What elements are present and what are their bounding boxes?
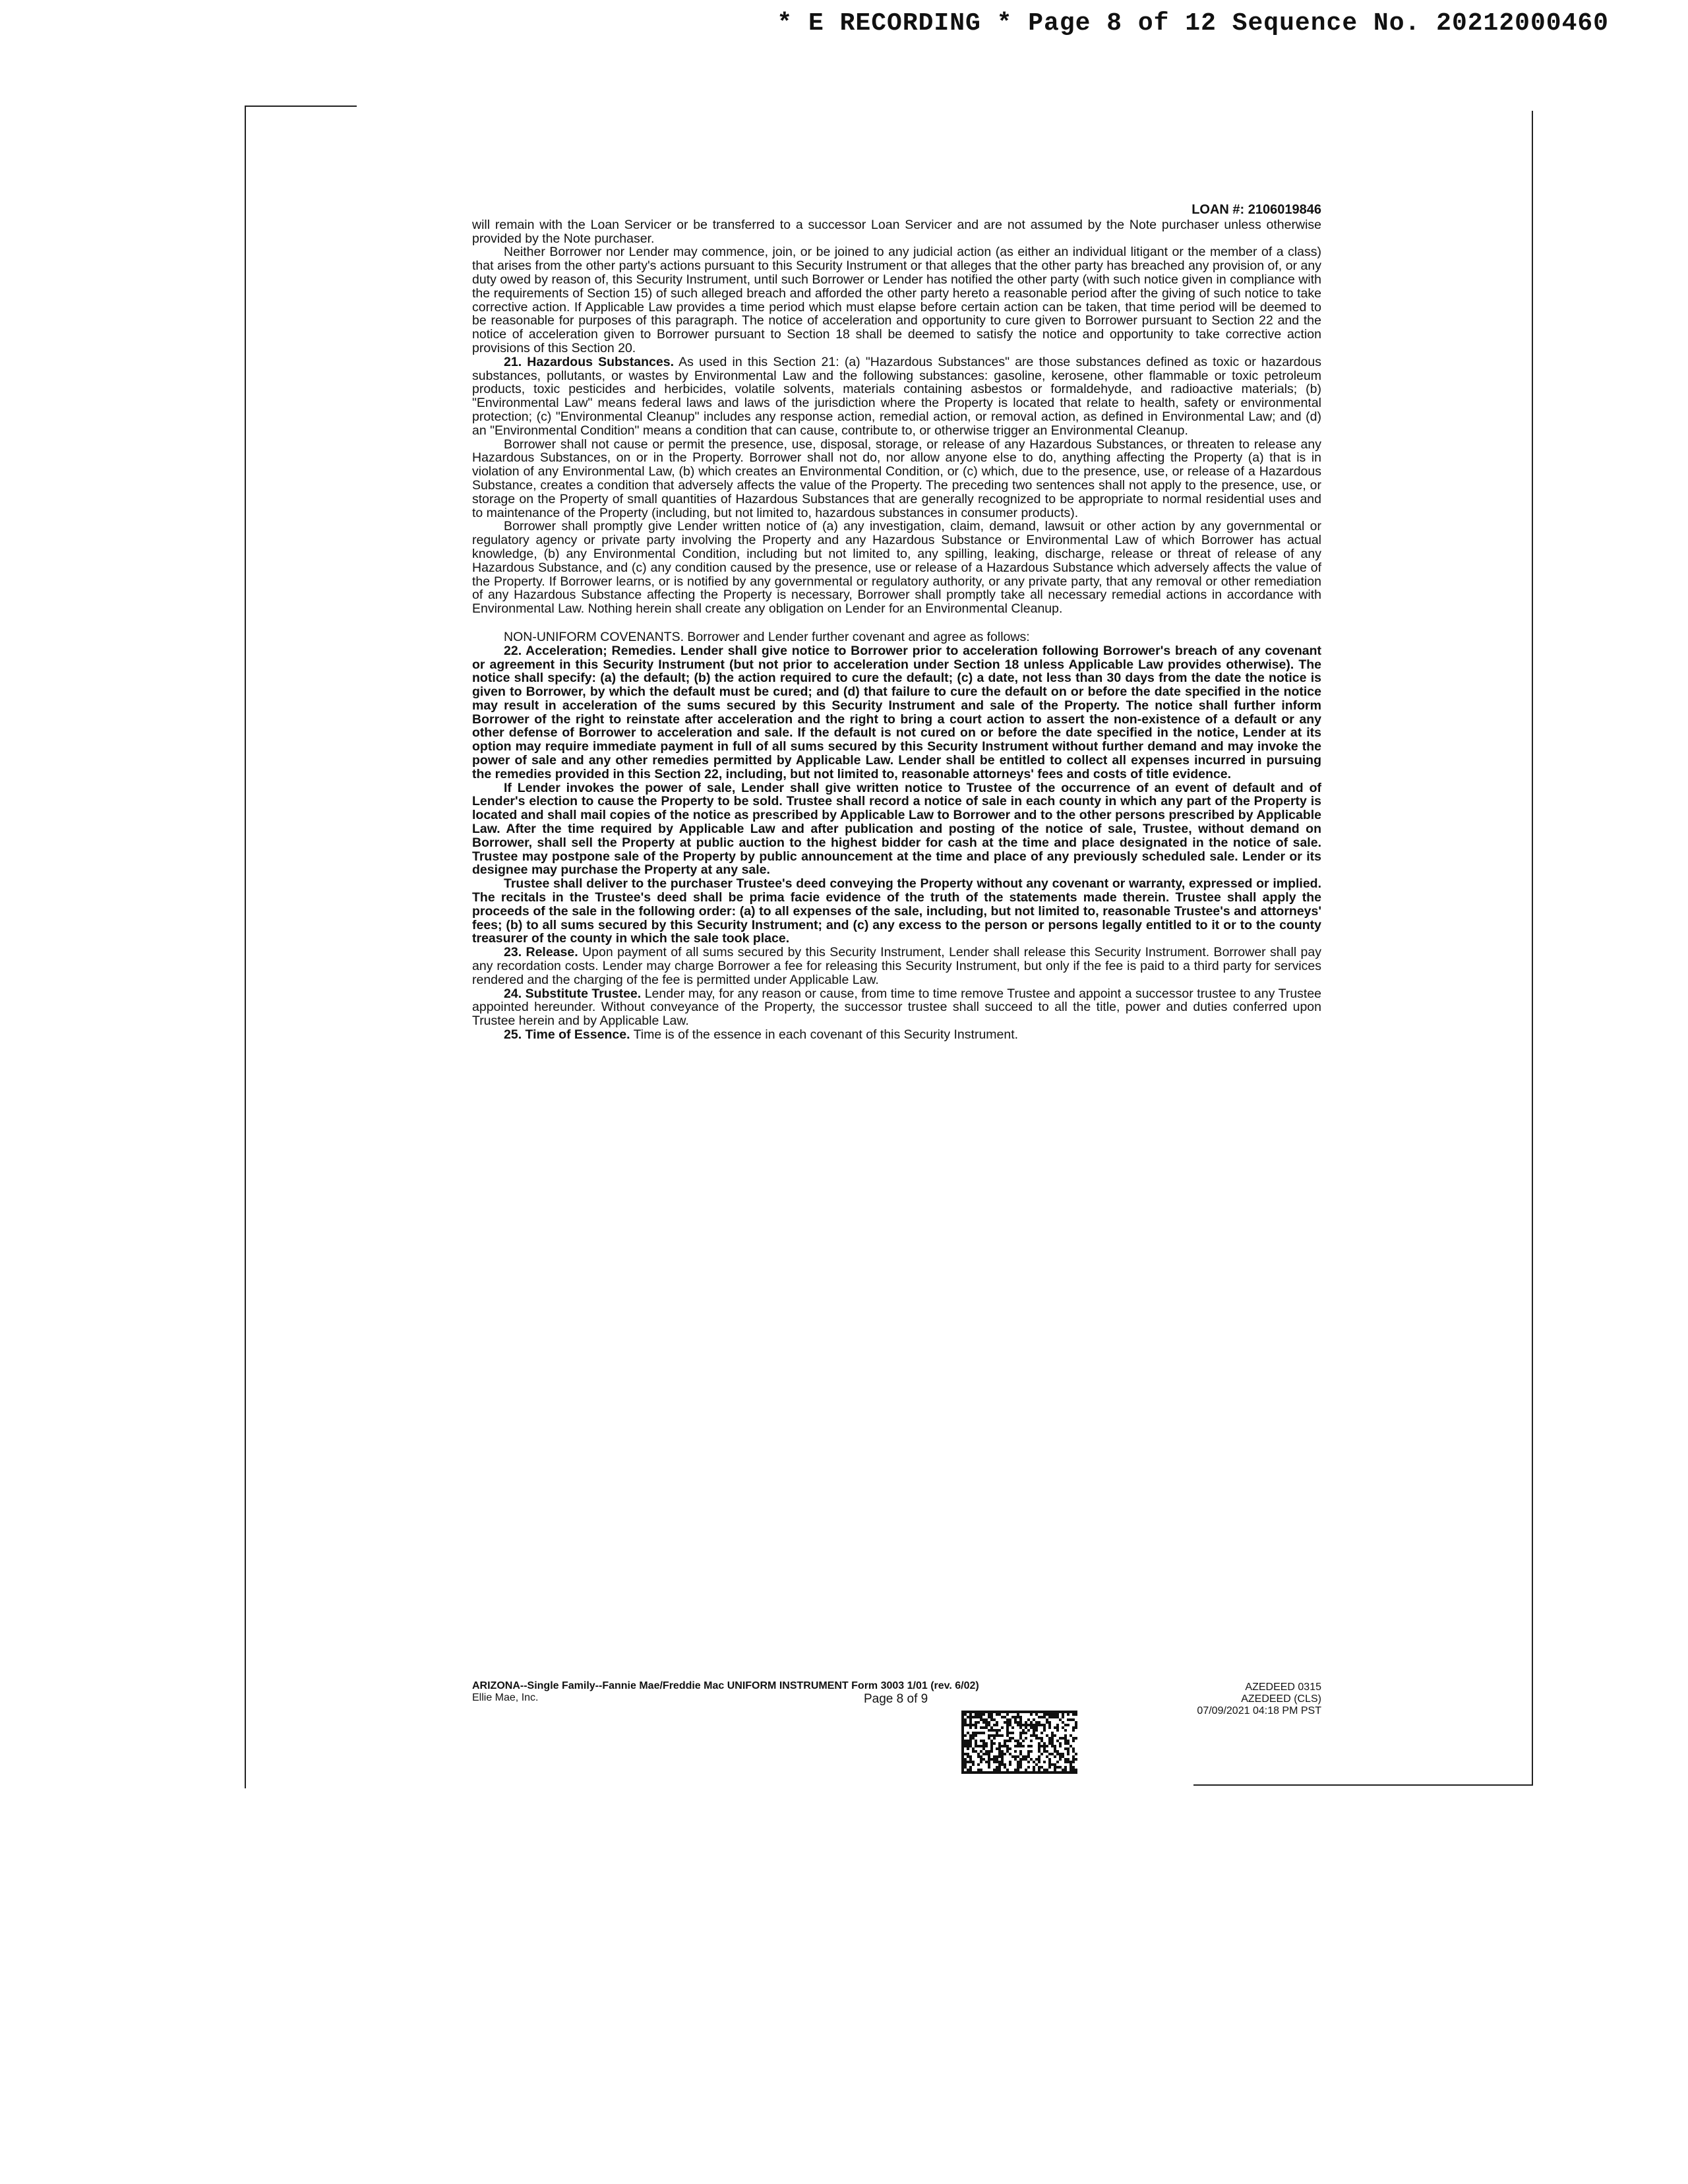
section-21-heading: 21. Hazardous Substances. (504, 354, 675, 369)
frame-top-left-line (245, 106, 357, 107)
section-21-paragraph (472, 355, 1321, 438)
section-23-paragraph (472, 946, 1321, 986)
section-23-heading: 23. Release. (504, 945, 578, 960)
section-22-acceleration: 22. Acceleration; Remedies. Lender shall give notice to Borrower prior to acceleration following Borrower's breach of any covenant or agreement in this Security Instrument (but not prior to acceleration under Section 18 unless Applicable Law provides otherwise). The notice shall specify: (a) the default; (b) the action required to cure the default; (c) a date, not less than 30 days from the date the notice is given to Borrower, by which the default must be cured; and (d) that failure to cure the default on or before the date specified in the notice may result in acceleration of the sums secured by this Security Instrument and sale of the Property. The notice shall further inform Borrower of the right to reinstate after acceleration and the right to bring a court action to assert the non-existence of a default or any other defense of Borrower to acceleration and sale. If the default is not cured on or before the date specified in the notice, Lender at its option may require immediate payment in full of all sums secured by this Security Instrument without further demand and may invoke the power of sale and any other remedies permitted by Applicable Law. Lender shall be entitled to collect all expenses incurred in pursuing the remedies provided in this Section 22, including, but not limited to, reasonable attorneys' fees and costs of title evidence. (472, 643, 1321, 781)
barcode-icon (961, 1711, 1077, 1774)
section-23-body: Upon payment of all sums secured by this Security Instrument, Lender shall release this Security Instrument. Borrower shall pay any recordation costs. Lender may charge Borrower a fee for releasing this Security Instrument, but only if the fee is paid to a third party for services rendered and the charging of the fee is permitted under Applicable Law. (472, 945, 1321, 987)
non-uniform-covenants: NON-UNIFORM COVENANTS. Borrower and Lender further covenant and agree as follows: (504, 629, 1030, 644)
frame-right-line (1532, 111, 1533, 1786)
paragraph-power-of-sale: If Lender invokes the power of sale, Lender shall give written notice to Trustee of the occurrence of an event of default and of Lender's election to cause the Property to be sold. Trustee shall record a notice of sale in each county in which any part of the Property is located and shall mail copies of the notice as prescribed by Applicable Law to Borrower and to the other persons prescribed by Applicable Law. After the time required by Applicable Law and after publication and posting of the notice of sale, Trustee, without demand on Borrower, shall sell the Property at public auction to the highest bidder for cash at the time and place designated in the notice of sale. Trustee may postpone sale of the Property by public announcement at the time and place of any previously scheduled sale. Lender or its designee may purchase the Property at any sale. (472, 780, 1321, 878)
loan-number: LOAN #: 2106019846 (1191, 202, 1321, 217)
paragraph-servicer: will remain with the Loan Servicer or be transferred to a successor Loan Servicer and are not assumed by the Note purchaser unless otherwise provided by the Note purchaser. (472, 217, 1321, 246)
frame-bottom-right-line (1193, 1784, 1533, 1786)
section-24-heading: 24. Substitute Trustee. (504, 986, 642, 1001)
form-code-2: AZEDEED (CLS) (1241, 1693, 1321, 1705)
page-number: Page 8 of 9 (864, 1692, 928, 1706)
section-24-paragraph (472, 987, 1321, 1028)
vendor-name: Ellie Mae, Inc. (472, 1692, 539, 1703)
frame-left-line (245, 106, 246, 1788)
section-21-body: As used in this Section 21: (a) "Hazardous Substances" are those substances defined as toxic or hazardous substances, pollutants, or wastes by Environmental Law and the following substances: gasoline, kerosene, other flammable or toxic petroleum products, toxic pesticides and herbicides, volatile solvents, materials containing asbestos or formaldehyde, and radioactive materials; (b) "Environmental Law" means federal laws and laws of the jurisdiction where the Property is located that relate to health, safety or environmental protection; (c) "Environmental Cleanup" includes any response action, remedial action, or removal action, as defined in Environmental Law; and (d) an "Environmental Condition" means a condition that can cause, contribute to, or otherwise trigger an Environmental Cleanup. (472, 354, 1321, 438)
paragraph-trustee-deed: Trustee shall deliver to the purchaser Trustee's deed conveying the Property without any covenant or warranty, expressed or implied. The recitals in the Trustee's deed shall be prima facie evidence of the truth of the statements made therein. Trustee shall apply the proceeds of the sale in the following order: (a) to all expenses of the sale, including, but not limited to, reasonable Trustee's and attorneys' fees; (b) to all sums secured by this Security Instrument; and (c) any excess to the person or persons legally entitled to it or to the county treasurer of the county in which the sale took place. (472, 876, 1321, 946)
document-body (472, 203, 1321, 1042)
form-codes (1197, 1682, 1321, 1717)
form-identifier: ARIZONA--Single Family--Fannie Mae/Freddie Mac UNIFORM INSTRUMENT Form 3003 1/01 (rev. 6/02) (472, 1680, 979, 1691)
paragraph-judicial-action: Neither Borrower nor Lender may commence, join, or be joined to any judicial action (as either an individual litigant or the member of a class) that arises from the other party's actions pursuant to this Security Instrument or that alleges that the other party has breached any provision of, or any duty owed by reason of, this Security Instrument, until such Borrower or Lender has notified the other party (with such notice given in compliance with the requirements of Section 15) of such alleged breach and afforded the other party hereto a reasonable period after the giving of such notice to take corrective action. If Applicable Law provides a time period which must elapse before certain action can be taken, that time period will be deemed to be reasonable for purposes of this paragraph. The notice of acceleration and opportunity to cure given to Borrower pursuant to Section 22 and the notice of acceleration given to Borrower pursuant to Section 18 shall be deemed to satisfy the notice and opportunity to take corrective action provisions of this Section 20. (472, 245, 1321, 355)
section-24-body: Lender may, for any reason or cause, from time to time remove Trustee and appoint a successor trustee to any Trustee appointed hereunder. Without conveyance of the Property, the successor trustee shall succeed to all the title, power and duties conferred upon Trustee herein and by Applicable Law. (472, 986, 1322, 1029)
paragraph-hazardous-presence: Borrower shall not cause or permit the presence, use, disposal, storage, or release of any Hazardous Substances, or threaten to release any Hazardous Substances, on or in the Property. Borrower shall not do, nor allow anyone else to do, anything affecting the Property (a) that is in violation of any Environmental Law, (b) which creates an Environmental Condition, or (c) which, due to the presence, use, or release of a Hazardous Substance, creates a condition that adversely affects the value of the Property. The preceding two sentences shall not apply to the presence, use, or storage on the Property of small quantities of Hazardous Substances that are generally recognized to be appropriate to normal residential uses and to maintenance of the Property (including, but not limited to, hazardous substances in consumer products). (472, 437, 1321, 520)
section-25-heading: 25. Time of Essence. (504, 1027, 630, 1043)
recording-header: * E RECORDING * Page 8 of 12 Sequence No. 20212000460 (777, 9, 1609, 38)
section-25-body: Time is of the essence in each covenant of this Security Instrument. (633, 1027, 1019, 1043)
section-25-paragraph (472, 1028, 1321, 1042)
print-timestamp: 07/09/2021 04:18 PM PST (1197, 1705, 1321, 1716)
paragraph-hazardous-notice: Borrower shall promptly give Lender written notice of (a) any investigation, claim, demand, lawsuit or other action by any governmental or regulatory agency or private party involving the Property and any Hazardous Substance or Environmental Law of which Borrower has actual knowledge, (b) any Environmental Condition, including but not limited to, any spilling, leaking, discharge, release or threat of release of any Hazardous Substance, and (c) any condition caused by the presence, use or release of a Hazardous Substance which adversely affects the value of the Property. If Borrower learns, or is notified by any governmental or regulatory authority, or any private party, that any removal or other remediation of any Hazardous Substance affecting the Property is necessary, Borrower shall promptly take all necessary remedial actions in accordance with Environmental Law. Nothing herein shall create any obligation on Lender for an Environmental Cleanup. (472, 519, 1321, 617)
document-footer (472, 1680, 1321, 1759)
form-code-1: AZEDEED 0315 (1245, 1682, 1321, 1693)
